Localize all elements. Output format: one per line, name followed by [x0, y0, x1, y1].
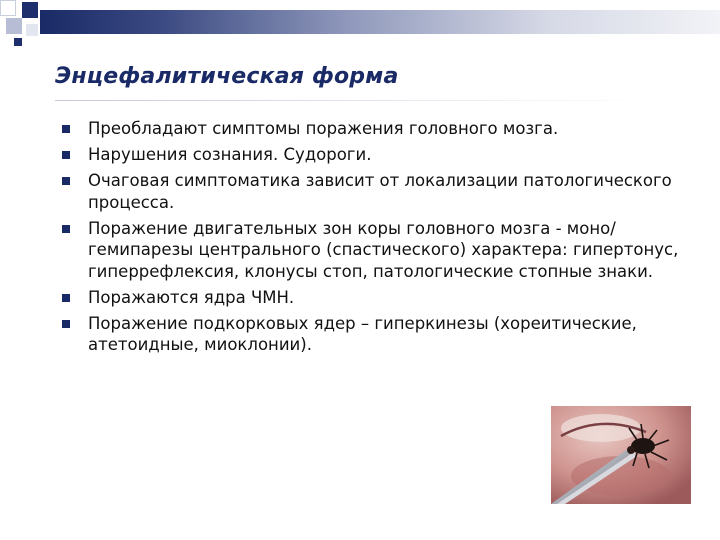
bullet-text: Поражение двигательных зон коры головного мозга - моно/гемипарезы центрального (спастического) характера: гипертонус, гиперрефлексия, клонусы стоп, патологические стопные знаки. — [88, 218, 679, 281]
square-bullet-icon — [62, 177, 70, 185]
decor-square — [14, 38, 22, 46]
square-bullet-icon — [62, 320, 70, 328]
bullet-text: Нарушения сознания. Судороги. — [88, 145, 372, 164]
bullet-list — [62, 118, 702, 360]
slide-title: Энцефалитическая форма — [55, 64, 399, 89]
decor-square — [0, 0, 16, 16]
title-divider — [55, 100, 655, 101]
decor-square — [26, 24, 38, 36]
decor-square — [22, 2, 38, 18]
square-bullet-icon — [62, 294, 70, 302]
bullet-text: Очаговая симптоматика зависит от локализации патологического процесса. — [88, 171, 672, 212]
tick-photo-illustration — [551, 406, 691, 504]
square-bullet-icon — [62, 125, 70, 133]
bullet-item — [62, 170, 702, 213]
decor-square — [6, 18, 22, 34]
bullet-item — [62, 287, 702, 309]
square-bullet-icon — [62, 151, 70, 159]
square-bullet-icon — [62, 225, 70, 233]
bullet-text: Поражение подкорковых ядер – гиперкинезы (хореитические, атетоидные, миоклонии). — [88, 313, 637, 354]
tick-on-tweezers-photo — [551, 406, 691, 504]
bullet-item — [62, 313, 702, 356]
bullet-text: Поражаются ядра ЧМН. — [88, 287, 295, 307]
header-decoration — [0, 0, 720, 60]
bullet-item — [62, 218, 702, 283]
bullet-item — [62, 144, 702, 166]
bullet-text: Преобладают симптомы поражения головного мозга. — [88, 119, 559, 138]
bullet-item — [62, 118, 702, 140]
header-gradient-band — [40, 10, 720, 34]
